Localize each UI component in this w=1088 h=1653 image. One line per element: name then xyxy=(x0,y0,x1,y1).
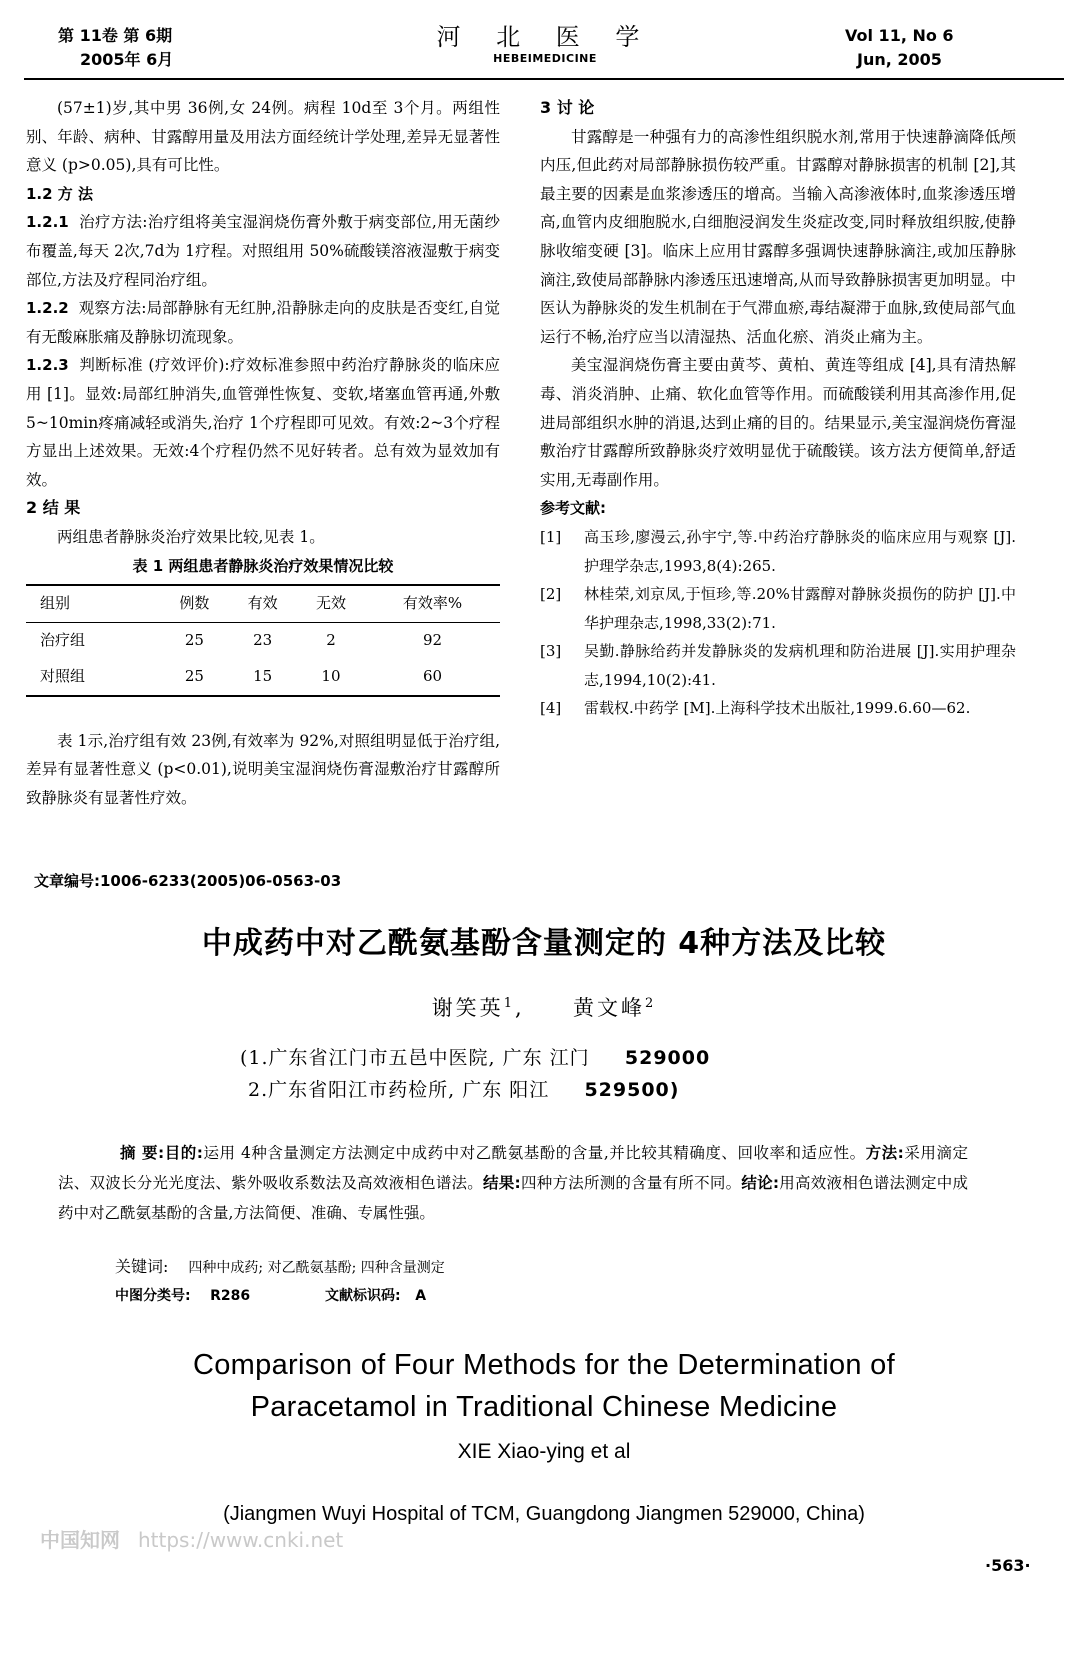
ref-text: 吴勤.静脉给药并发静脉炎的发病机理和防治进展 [J].实用护理杂志,1994,10(2):41. xyxy=(584,642,1016,689)
cnki-watermark xyxy=(40,1524,343,1553)
header-right xyxy=(845,24,954,72)
title-en-line-2: Paracetamol in Traditional Chinese Medicine xyxy=(250,1391,838,1423)
affiliation-en: (Jiangmen Wuyi Hospital of TCM, Guangdong Jiangmen 529000, China) xyxy=(223,1503,865,1525)
keywords-label: 关键词: xyxy=(115,1257,169,1276)
abstract-label: 摘 要: xyxy=(120,1144,165,1162)
section-1-2-1-text: 治疗方法:治疗组将美宝湿润烧伤膏外敷于病变部位,用无菌纱布覆盖,每天 2次,7d为 1疗程。对照组用 50%硫酸镁溶液湿敷于病变部位,方法及疗程同治疗组。 xyxy=(26,213,501,289)
article-number: 文章编号:1006-6233(2005)06-0563-03 xyxy=(34,872,342,890)
cell: 15 xyxy=(253,667,273,686)
volume-issue-cn: 第 11卷 第 6期 xyxy=(58,26,173,45)
method-label: 方法: xyxy=(865,1144,904,1162)
clc-value: R286 xyxy=(210,1288,251,1304)
affiliation-1-zip: 529000 xyxy=(624,1047,711,1069)
col-header-rate: 有效率% xyxy=(402,594,463,613)
cell: 60 xyxy=(423,667,443,686)
purpose-label: 目的: xyxy=(164,1144,203,1162)
ref-number: [3] xyxy=(540,642,562,661)
journal-name-en: HEBEIMEDICINE xyxy=(493,52,597,65)
keywords xyxy=(115,1253,445,1282)
affiliation-2 xyxy=(240,1074,710,1106)
list-item xyxy=(540,523,1016,580)
author-1-affil: 1 xyxy=(503,996,515,1011)
author-2: 黄文峰 xyxy=(573,996,646,1020)
ref-text: 高玉珍,廖漫云,孙宇宁,等.中药治疗静脉炎的临床应用与观察 [J].护理学杂志,1993,8(4):265. xyxy=(584,527,1016,575)
result-label: 结果: xyxy=(483,1174,521,1192)
list-item xyxy=(540,580,1016,637)
references-heading: 参考文献: xyxy=(540,499,606,518)
section-1-2-1 xyxy=(26,208,500,294)
section-1-2-3-text: 判断标准 (疗效评价):疗效标准参照中药治疗静脉炎的临床应用 [1]。显效:局部红肿消失,血管弹性恢复、变软,堵塞血管再通,外敷 5~10min疼痛减轻或消失,治疗 1个疗程即可见效。有效:2~3个疗程方显出上述效果。无效:4个疗程仍然不见好转者。总有效为显效加有效。 xyxy=(26,356,501,489)
author-1: 谢笑英 xyxy=(431,996,504,1020)
running-header xyxy=(0,20,1088,80)
section-1-2-heading: 1.2 方 法 xyxy=(26,184,94,203)
table-header-row xyxy=(26,585,500,623)
section-2-text: 两组患者静脉炎治疗效果比较,见表 1。 xyxy=(57,527,325,546)
volume-issue-en: Vol 11, No 6 xyxy=(845,26,954,45)
col-header-effective: 有效 xyxy=(247,594,278,613)
cell: 25 xyxy=(184,667,204,686)
cell: 2 xyxy=(326,631,336,650)
section-1-2-1-number: 1.2.1 xyxy=(26,213,69,232)
cell: 对照组 xyxy=(40,667,86,686)
header-left xyxy=(58,24,173,72)
ref-text: 林桂荣,刘京凤,于恒珍,等.20%甘露醇对静脉炎损伤的防护 [J].中华护理杂志,1998,33(2):71. xyxy=(584,585,1016,632)
header-rule xyxy=(24,78,1064,80)
authors-cn: 谢笑英$^1$, 黄文峰$^2$ xyxy=(431,996,657,1020)
col-header-cases: 例数 xyxy=(179,594,210,613)
article-title-cn: 中成药中对乙酰氨基酚含量测定的 4种方法及比较 xyxy=(201,926,887,961)
doc-code-label: 文献标识码: xyxy=(325,1288,401,1304)
purpose-text: 运用 4种含量测定方法测定中成药中对乙酰氨基酚的含量,并比较其精确度、回收率和适应性。 xyxy=(202,1144,866,1162)
col-header-group: 组别 xyxy=(40,594,71,613)
ref-text: 雷载权.中药学 [M].上海科学技术出版社,1999.6.60—62. xyxy=(584,699,971,718)
list-item xyxy=(540,694,1016,723)
clc-label: 中图分类号: xyxy=(115,1288,191,1304)
header-center xyxy=(380,22,710,65)
conclusion-label: 结论: xyxy=(741,1174,780,1192)
method-text: 采用滴定法、双波长分光光度法、紫外吸收系数法及高效液相色谱法。 xyxy=(58,1144,968,1192)
section-2-heading: 2 结 果 xyxy=(26,498,81,518)
results-table xyxy=(26,584,500,697)
author-2-affil: 2 xyxy=(645,996,657,1011)
references-list xyxy=(540,523,1016,723)
cell: 10 xyxy=(321,667,341,686)
watermark-cn: 中国知网 xyxy=(40,1528,120,1552)
affiliation-2-text: 2.广东省阳江市药检所, 广东 阳江 xyxy=(248,1079,550,1101)
table-discussion: 表 1示,治疗组有效 23例,有效率为 92%,对照组明显低于治疗组,差异有显著性意义 (p<0.01),说明美宝湿润烧伤膏湿敷治疗甘露醇所致静脉炎有显著性疗效。 xyxy=(26,731,500,807)
ref-number: [2] xyxy=(540,585,562,604)
page-number: ·563· xyxy=(985,1556,1031,1575)
affiliation-2-zip: 529500) xyxy=(584,1079,680,1101)
abstract xyxy=(58,1138,968,1228)
section-1-2-3-number: 1.2.3 xyxy=(26,356,69,375)
section-1-2-2-text: 观察方法:局部静脉有无红肿,沿静脉走向的皮肤是否变红,自觉有无酸麻胀痛及静脉切流现象。 xyxy=(26,299,500,346)
title-en-line-1: Comparison of Four Methods for the Determination of xyxy=(193,1349,895,1381)
section-1-2-2-number: 1.2.2 xyxy=(26,299,69,318)
table-row xyxy=(26,622,500,659)
discussion-paragraph-2: 美宝湿润烧伤膏主要由黄芩、黄柏、黄连等组成 [4],具有清热解毒、消炎消肿、止痛、软化血管等作用。而硫酸镁利用其高渗作用,促进局部组织水肿的消退,达到止痛的目的。结果显示,美宝湿润烧伤膏湿敷治疗甘露醇所致静脉炎疗效明显优于硫酸镁。该方法方便简单,舒适实用,无毒副作用。 xyxy=(540,356,1016,489)
cell: 25 xyxy=(184,631,204,650)
affiliation-1-text: (1.广东省江门市五邑中医院, 广东 江门 xyxy=(240,1047,590,1069)
cell: 治疗组 xyxy=(40,631,86,650)
doc-code-value: A xyxy=(415,1288,427,1304)
ref-number: [4] xyxy=(540,699,562,718)
intro-paragraph: (57±1)岁,其中男 36例,女 24例。病程 10d至 3个月。两组性别、年龄、病种、甘露醇用量及用法方面经统计学处理,差异无显著性意义 (p>0.05),具有可比性。 xyxy=(26,99,500,175)
keywords-text: 四种中成药; 对乙酰氨基酚; 四种含量测定 xyxy=(188,1260,445,1276)
col-header-ineffective: 无效 xyxy=(315,594,346,613)
result-text: 四种方法所测的含量有所不同。 xyxy=(520,1174,742,1192)
table-row xyxy=(26,659,500,696)
right-column xyxy=(540,94,1016,723)
section-1-2-2 xyxy=(26,294,500,351)
ref-number: [1] xyxy=(540,527,562,546)
affiliations-cn xyxy=(240,1042,710,1106)
cell: 23 xyxy=(253,631,273,650)
section-3-heading: 3 讨 论 xyxy=(540,98,595,117)
list-item xyxy=(540,637,1016,694)
date-en: Jun, 2005 xyxy=(857,50,942,69)
journal-name-cn: 河 北 医 学 xyxy=(436,23,654,51)
table-caption: 表 1 两组患者静脉炎治疗效果情况比较 xyxy=(132,556,394,575)
section-1-2-3 xyxy=(26,351,500,494)
cell: 92 xyxy=(423,631,443,650)
affiliation-1 xyxy=(240,1042,710,1074)
date-cn: 2005年 6月 xyxy=(80,50,174,69)
author-en: XIE Xiao-ying et al xyxy=(457,1440,631,1463)
classification xyxy=(115,1285,426,1305)
conclusion-text: 用高效液相色谱法测定中成药中对乙酰氨基酚的含量,方法简便、准确、专属性强。 xyxy=(58,1174,968,1222)
discussion-paragraph-1: 甘露醇是一种强有力的高渗性组织脱水剂,常用于快速静滴降低颅内压,但此药对局部静脉损伤较严重。甘露醇对静脉损害的机制 [2],其最主要的因素是血浆渗透压的增高。当输入高渗液体时,血浆渗透压增高,血管内皮细胞脱水,白细胞浸润发生炎症改变,同时释放组织胺,使静脉收缩变硬 [3]。临床上应用甘露醇多强调快速静脉滴注,或加压静脉滴注,致使局部静脉内渗透压迅速增高,从而导致静脉损害更加明显。中医认为静脉炎的发生机制在于气滞血瘀,毒结凝滞于血脉,致使局部气血运行不畅,治疗应当以清湿热、活血化瘀、消炎止痛为主。 xyxy=(540,127,1016,346)
left-column xyxy=(26,94,500,812)
article-title-en xyxy=(0,1344,1088,1428)
watermark-url: https://www.cnki.net xyxy=(138,1528,344,1552)
